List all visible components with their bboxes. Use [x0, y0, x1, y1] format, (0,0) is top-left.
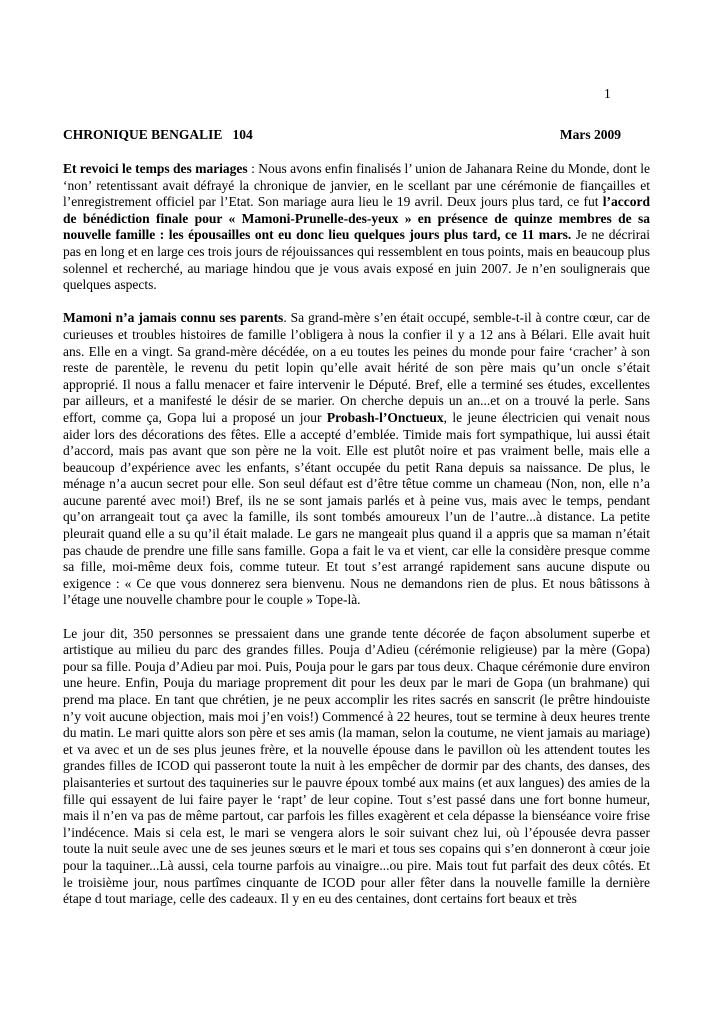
chronicle-title: CHRONIQUE BENGALIE 104 [63, 127, 253, 142]
paragraph-segment: l’accord de bénédiction finale pour « Mamoni-Prunelle-des-yeux » en présence de quinze membres de sa nouvelle famille : les épousailles ont eu donc lieu quelques jours plus tard, ce 11 mars. [63, 194, 650, 243]
paragraph-segment: Probash-l’Onctueux [326, 409, 444, 425]
paragraph-segment: Le jour dit, 350 personnes se pressaient dans une grande tente décorée de façon absolument superbe et artistique au milieu du parc des grandes filles. Pouja d’Adieu (cérémonie religieuse) par la mère (Gopa) pour sa fille. Pouja d’Adieu par moi. Puis, Pouja pour le gars par tous deux. Chaque cérémonie dure environ une heure. Enfin, Pouja du mariage proprement dit pour les deux par le mari de Gopa (un brahmane) qui prend ma place. En tant que chrétien, je ne peux accomplir les rites sacrés en sanscrit (le prêtre hindouiste n’y voit aucune objection, mais moi j’en vois!) Commencé à 22 heures, tout se termine à deux heures trente du matin. Le mari quitte alors son père et ses amis (la maman, selon la coutume, ne vient jamais au mariage) et va avec et un de ses plus jeunes frère, et la nouvelle épouse dans le pavillon où les attendent toutes les grandes filles de ICOD qui passeront toute la nuit à les empêcher de dormir par des chants, des danses, des plaisanteries et surtout des taquineries sur le pauvre époux tombé aux mains (et aux langues) des amies de la fille qui essayent de lui faire payer le ‘rapt’ de leur copine. Tout s’est passé dans une fort bonne humeur, mais il n’en va pas de même partout, car parfois les filles exagèrent et cela dépasse la bienséance voire frise l’indécence. Mais si cela est, le mari se vengera alors le soir suivant chez lui, où l’épousée devra passer toute la nuit seule avec une de ses jeunes sœurs et le mari et tous ses copains qui s’en donneront à cœur joie pour la taquiner...Là aussi, cela tourne parfois au vinaigre...ou pire. Mais tout fut parfait des deux côtés. Et le troisième jour, nous partîmes cinquante de ICOD pour aller fêter dans la nouvelle famille la dernière étape d tout mariage, celle des cadeaux. Il y en eu des centaines, dont certains fort beaux et très [63, 625, 650, 907]
paragraph-segment: Et revoici le temps des mariages [63, 161, 248, 176]
paragraph-segment: , le jeune électricien qui venait nous aider lors des décorations des fêtes. Elle a accepté d’emblée. Timide mais fort sympathique, lui aussi était d’accord, mais pas avant que son père ne la voit. Elle est plutôt noire et pas vraiment belle, mais elle a beaucoup d’expérience avec les enfants, s’étant occupée du petit Rana depuis sa naissance. De plus, le ménage n’a aucun secret pour elle. Son seul défaut est d’être têtue comme un chameau (Non, non, elle n’a aucune parenté avec moi!) Bref, ils ne se sont jamais parlés et à peine vus, mais avec le temps, pendant qu’on arrangeait tout ça avec la famille, ils sont tombés amoureux l’un de l’autre...à distance. La petite pleurait quand elle a su qu’il était malade. Le gars ne mangeait plus quand il a appris que sa maman n’était pas chaude de prendre une fille sans famille. Gopa a fait le va et vient, car elle la considère presque comme sa fille, moi-même deux fois, comme tuteur. Et tout s’est arrangé rapidement sans aucune dispute ou exigence : « Ce que vous donnerez sera bienvenu. Nous ne demandons rien de plus. Et nous bâtissons à l’étage une nouvelle chambre pour le couple » Tope-là. [63, 409, 650, 608]
paragraph-segment: . Sa grand-mère s’en était occupé, semble-t-il à contre cœur, car de curieuses et troubles histoires de famille l’obligera à nous la confier il y a 12 ans à Bélari. Elle avait huit ans. Elle en a vingt. Sa grand-mère décédée, on a eu toutes les peines du monde pour faire ‘cracher’ à son reste de parentèle, le revenu du petit lopin qu’elle avait hérité de son père mais qu’un oncle s’était approprié. Il nous a fallu menacer et faire intervenir le Député. Bref, elle a terminé ses études, excellentes par ailleurs, et a manifesté le désir de se marier. On cherche depuis un an...et on a trouvé la perle. Sans effort, comme ça, Gopa lui a proposé un jour [63, 310, 650, 425]
chronicle-date: Mars 2009 [559, 127, 621, 142]
paragraph-segment: : Nous avons enfin finalisés l’ union de Jahanara Reine du Monde, dont le ‘non’ retentissant avait défrayé la chronique de janvier, en le scellant par une cérémonie de fiançailles et l’enregistrement officiel par l’Etat. Son mariage aura lieu le 19 avril. Deux jours plus tard, ce fut [63, 161, 650, 210]
page-number: 1 [604, 86, 611, 101]
paragraph [63, 310, 650, 609]
paragraph [63, 161, 650, 294]
document-body [63, 161, 650, 924]
paragraph-segment: Mamoni n’a jamais connu ses parents [63, 310, 284, 326]
paragraph [63, 626, 650, 908]
paragraph-segment: Je ne décrirai pas en long et en large ces trois jours de réjouissances qui ressemblent en tous points, mais en beaucoup plus solennel et recherché, au mariage hindou que je vous avais exposé en juin 2007. Je n’en soulignerais que quelques aspects. [63, 227, 650, 293]
document-header [63, 127, 621, 143]
